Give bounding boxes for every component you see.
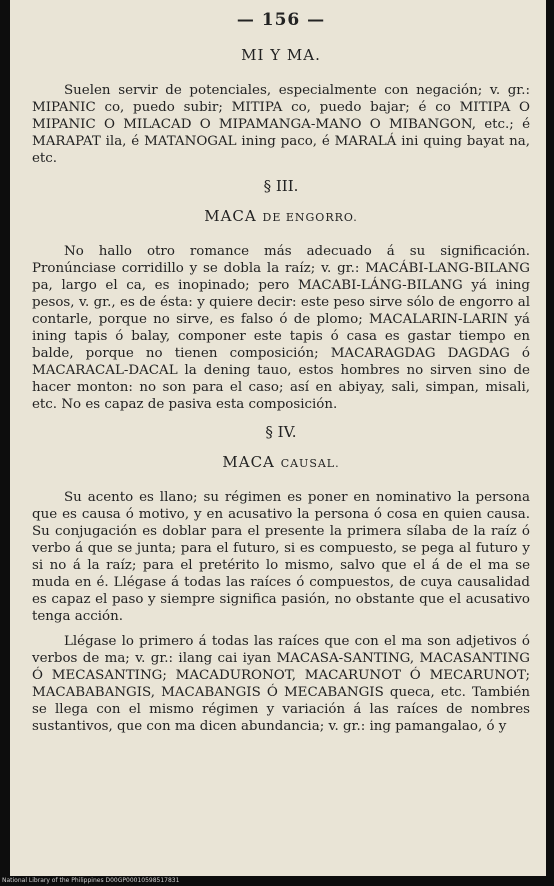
library-footer: National Library of the Philippines D00GP00010598517831 — [2, 877, 180, 884]
section-mark-iii: § III. — [263, 177, 299, 195]
heading-maca-causal-main: MACA — [222, 453, 275, 471]
heading-maca-sub: DE ENGORRO. — [262, 211, 358, 224]
book-page — [10, 0, 546, 876]
paragraph-maca-causal-2: Llégase lo primero á todas las raíces que con el ma son adjetivos ó verbos de ma; v. gr.: ilang cai iyan MACASA-SANTING, MACASANTING Ó MECASANTING; MACADURONOT, MACARUNOT Ó MECARUNOT; MACABABANGIS, MACABANGIS Ó MECABANGIS queca, etc. También se llega con el mismo régimen y variación á las raíces de nombres sustantivos, que con ma dicen abundancia; v. gr.: ing pamangalao, ó y — [32, 634, 530, 734]
heading-maca-causal-sub: CAUSAL. — [280, 457, 340, 470]
paragraph-maca-causal-1: Su acento es llano; su régimen es poner en nominativo la persona que es causa ó motivo, y en acusativo la persona ó cosa en quien causa. Su conjugación es doblar para el presente la primera sílaba de la raíz ó verbo á que se junta; para el futuro, si es compuesto, se pega al futuro y si no á la raíz; para el pretérito lo mismo, salvo que el á de el ma se muda en é. Llégase á todas las raíces ó compuestos, de cuya causalidad es capaz el paso y siempre significa pasión, no obstante que el acusativo tenga acción. — [32, 490, 530, 624]
page-number: — 156 — — [236, 10, 326, 30]
heading-maca-de-engorro — [32, 207, 530, 225]
paragraph-mi-y-ma: Suelen servir de potenciales, especialmente con negación; v. gr.: MIPANIC co, puedo subir; MITIPA co, puedo bajar; é co MITIPA O MIPANIC O MILACAD O MIPAMANGA-MANO O MIBANGON, etc.; é MARAPAT ila, é MATANOGAL ining paco, é MARALÁ ini quing bayat na, etc. — [32, 83, 530, 166]
heading-mi-y-ma: MI Y MA. — [241, 46, 321, 64]
paragraph-maca-engorro: No hallo otro romance más adecuado á su significación. Pronúnciase corridillo y se dobla la raíz; v. gr.: MACÁBI-LANG-BILANG pa, largo el ca, es inopinado; pero MACABI-LÁNG-BILANG yá ining pesos, v. gr., es de ésta: y quiere decir: este peso sirve sólo de engorro al contarle, porque no sirve, es falso ó de plomo; MACALARIN-LARIN yá ining tapis ó balay, componer este tapis ó casa es gastar tiempo en balde, porque no tienen composición; MACARAGDAG DAGDAG ó MACARACAL-DACAL la dening tauo, estos hombres no sirven sino de hacer monton: no son para el caso; así en abiyay, sali, simpan, misali, etc. No es capaz de pasiva esta composición. — [32, 244, 530, 412]
heading-maca-causal — [32, 453, 530, 471]
section-mark-iv: § IV. — [265, 423, 297, 441]
heading-maca-main: MACA — [204, 207, 257, 225]
